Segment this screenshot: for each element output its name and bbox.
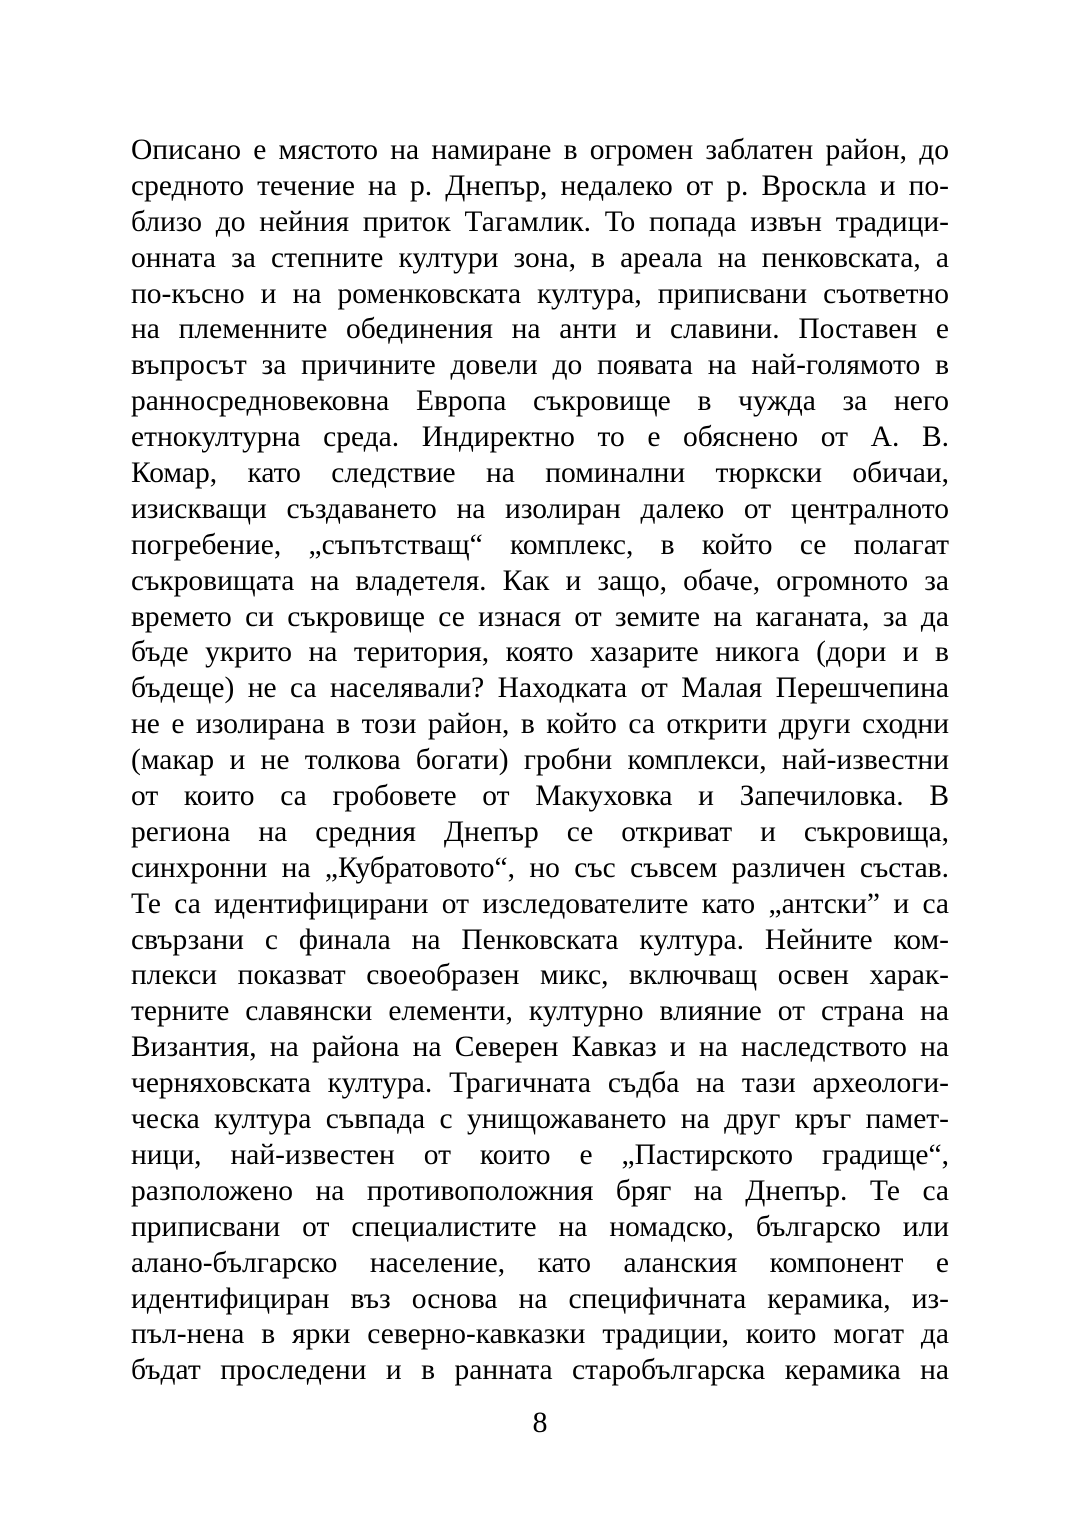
text-line: Византия, на района на Северен Кавказ и на наследството на xyxy=(131,1031,949,1064)
body-paragraph xyxy=(131,133,949,1389)
page-number: 8 xyxy=(532,1406,548,1439)
text-line: Те са идентифицирани от изследователите като „антски” и са xyxy=(131,887,949,920)
text-line: бъде укрито на територия, която хазарите никога (дори и в xyxy=(131,636,949,669)
text-line: алано-българско население, като аланския компонент е xyxy=(131,1246,949,1279)
text-line: онната за степните култури зона, в ареала на пенковската, а xyxy=(131,241,949,274)
text-line: съкровищата на владетеля. Как и защо, обаче, огромното за xyxy=(131,564,949,597)
text-line: погребение, „съпътстващ“ комплекс, в който се полагат xyxy=(131,528,949,561)
text-line: черняховската култура. Трагичната съдба на тази археологи- xyxy=(131,1067,949,1100)
text-line: времето си съкровище се изнася от земите на каганата, за да xyxy=(131,600,949,633)
text-line: изискващи създаването на изолиран далеко от централното xyxy=(131,492,949,525)
text-line: бъдат проследени и в ранната старобългарска керамика на xyxy=(131,1354,949,1387)
text-line: ранносредновековна Европа съкровище в чужда за него xyxy=(131,385,949,418)
text-line: ници, най-известен от които е „Пастирското градище“, xyxy=(131,1138,949,1171)
text-line: Комар, като следствие на поминални тюркски обичаи, xyxy=(131,457,949,490)
text-line: от които са гробовете от Макуховка и Запечиловка. В xyxy=(131,780,949,813)
text-line: разположено на противоположния бряг на Днепър. Те са xyxy=(131,1174,949,1207)
text-line: на племенните обединения на анти и славини. Поставен е xyxy=(131,313,949,346)
text-line: плекси показват своеобразен микс, включващ освен харак- xyxy=(131,959,949,992)
text-line: не е изолирана в този район, в който са открити други сходни xyxy=(131,708,949,741)
text-line: средното течение на р. Днепър, недалеко от р. Вроскла и по- xyxy=(131,169,949,202)
text-line: бъдеще) не са населявали? Находката от Малая Перешчепина xyxy=(131,672,949,705)
text-line: близо до нейния приток Тагамлик. То попада извън традици- xyxy=(131,205,949,238)
text-line: приписвани от специалистите на номадско, българско или xyxy=(131,1210,949,1243)
text-line: пъл-нена в ярки северно-кавказки традиции, които могат да xyxy=(131,1318,949,1351)
text-line: терните славянски елементи, културно влияние от страна на xyxy=(131,995,949,1028)
text-line: по-късно и на роменковската култура, приписвани съответно xyxy=(131,277,949,310)
text-line: етнокултурна среда. Индиректно то е обяснено от А. В. xyxy=(131,421,949,454)
text-line: ческа култура съвпада с унищожаването на друг кръг памет- xyxy=(131,1103,949,1136)
text-line: Описано е мястото на намиране в огромен заблатен район, до xyxy=(131,134,949,166)
text-line: свързани с финала на Пенковската култура. Нейните ком- xyxy=(131,923,949,956)
text-line: синхронни на „Кубратовото“, но със съвсем различен състав. xyxy=(131,851,949,884)
text-line: региона на средния Днепър се откриват и съкровища, xyxy=(131,815,949,848)
text-line: въпросът за причините довели до появата на най-голямото в xyxy=(131,349,949,382)
text-line: (макар и не толкова богати) гробни комплекси, най-известни xyxy=(131,744,949,777)
text-line: идентифициран въз основа на специфичната керамика, из- xyxy=(131,1282,949,1315)
